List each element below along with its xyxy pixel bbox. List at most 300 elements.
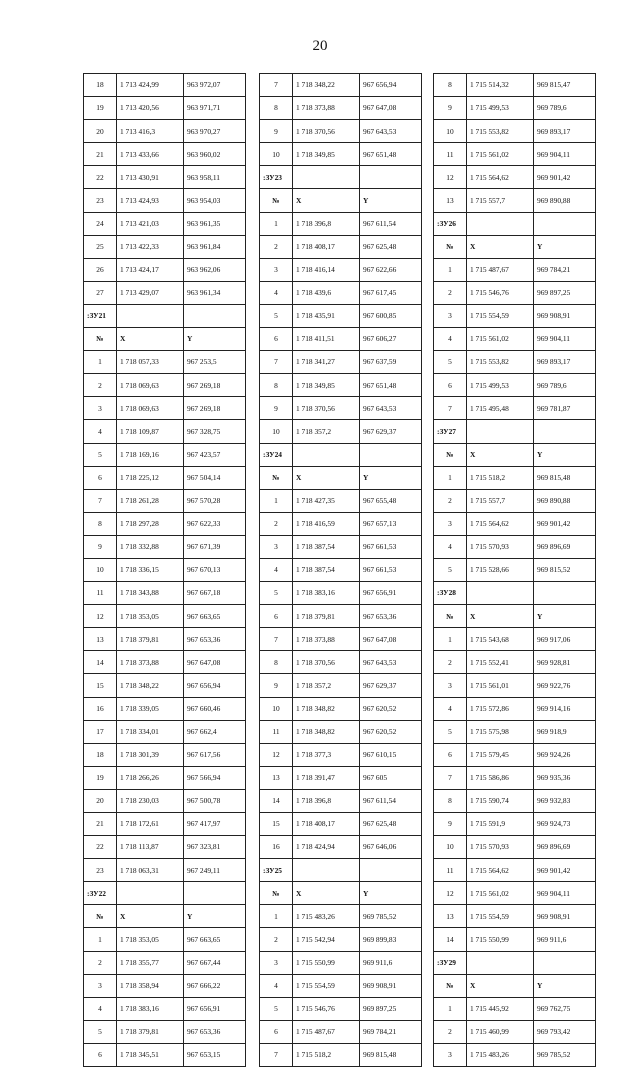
y-coordinate: 967 423,57 <box>184 443 246 466</box>
y-coordinate: 967 605 <box>360 766 422 789</box>
y-coordinate: 969 911,6 <box>534 928 596 951</box>
y-coordinate: 967 670,13 <box>184 558 246 581</box>
point-number: 24 <box>84 212 117 235</box>
point-number: 3 <box>434 1043 467 1066</box>
point-number: 5 <box>260 304 293 327</box>
x-coordinate: 1 718 230,03 <box>117 789 184 812</box>
x-coordinate: 1 718 435,91 <box>293 304 360 327</box>
table-row <box>260 97 422 120</box>
point-number: 1 <box>434 466 467 489</box>
y-coordinate: 967 629,37 <box>360 420 422 443</box>
header-row <box>434 605 596 628</box>
y-coordinate <box>360 166 422 189</box>
table-row <box>260 651 422 674</box>
point-number: 10 <box>84 558 117 581</box>
table-row <box>260 351 422 374</box>
x-coordinate: 1 715 554,59 <box>467 905 534 928</box>
y-coordinate <box>534 951 596 974</box>
point-number: 2 <box>434 281 467 304</box>
point-number: 4 <box>434 535 467 558</box>
number-header: № <box>84 328 117 351</box>
point-number: 18 <box>84 743 117 766</box>
point-number: 9 <box>84 535 117 558</box>
table-row <box>434 397 596 420</box>
point-number: 14 <box>434 928 467 951</box>
point-number: 12 <box>434 166 467 189</box>
y-coordinate: 967 500,78 <box>184 789 246 812</box>
table-row <box>84 951 246 974</box>
point-number: 11 <box>260 720 293 743</box>
table-row <box>84 1043 246 1066</box>
x-coordinate: 1 718 301,39 <box>117 743 184 766</box>
y-coordinate <box>360 859 422 882</box>
point-number: 8 <box>84 512 117 535</box>
x-coordinate: 1 715 553,82 <box>467 351 534 374</box>
y-coordinate: 969 784,21 <box>360 1020 422 1043</box>
table-row <box>84 558 246 581</box>
x-coordinate: 1 715 564,62 <box>467 859 534 882</box>
point-number: 20 <box>84 789 117 812</box>
section-title: :ЗУ28 <box>434 582 467 605</box>
point-number: 1 <box>84 351 117 374</box>
point-number: 3 <box>434 304 467 327</box>
y-coordinate: 967 656,94 <box>184 674 246 697</box>
number-header: № <box>260 466 293 489</box>
y-coordinate: 967 611,54 <box>360 789 422 812</box>
table-row <box>260 535 422 558</box>
table-row <box>260 789 422 812</box>
y-coordinate: 967 651,48 <box>360 143 422 166</box>
point-number: 9 <box>260 674 293 697</box>
x-coordinate: 1 718 069,63 <box>117 397 184 420</box>
point-number: 6 <box>260 328 293 351</box>
table-row <box>260 628 422 651</box>
table-row <box>434 489 596 512</box>
table-row <box>260 328 422 351</box>
y-coordinate: 969 784,21 <box>534 258 596 281</box>
point-number: 18 <box>84 74 117 97</box>
y-coordinate: 969 896,69 <box>534 535 596 558</box>
x-coordinate: 1 718 345,51 <box>117 1043 184 1066</box>
point-number: 14 <box>84 651 117 674</box>
table-row <box>84 720 246 743</box>
table-row <box>84 189 246 212</box>
x-coordinate: 1 718 373,88 <box>117 651 184 674</box>
x-coordinate: 1 715 564,62 <box>467 166 534 189</box>
x-coordinate: 1 718 379,81 <box>117 628 184 651</box>
x-coordinate: 1 713 430,91 <box>117 166 184 189</box>
point-number: 1 <box>84 928 117 951</box>
y-coordinate: 967 655,48 <box>360 489 422 512</box>
point-number: 7 <box>84 489 117 512</box>
table-row <box>84 120 246 143</box>
y-coordinate <box>534 212 596 235</box>
y-coordinate: 967 637,59 <box>360 351 422 374</box>
y-coordinate: 967 660,46 <box>184 697 246 720</box>
x-coordinate: 1 718 387,54 <box>293 558 360 581</box>
x-coordinate: 1 718 377,3 <box>293 743 360 766</box>
header-row <box>260 466 422 489</box>
y-coordinate: 963 961,84 <box>184 235 246 258</box>
point-number: 4 <box>84 420 117 443</box>
point-number: 13 <box>434 189 467 212</box>
x-header: X <box>467 443 534 466</box>
point-number: 20 <box>84 120 117 143</box>
point-number: 2 <box>84 951 117 974</box>
table-row <box>434 789 596 812</box>
y-coordinate: 967 662,4 <box>184 720 246 743</box>
point-number: 10 <box>260 420 293 443</box>
y-coordinate: 969 904,11 <box>534 143 596 166</box>
x-coordinate: 1 718 379,81 <box>293 605 360 628</box>
point-number: 2 <box>260 512 293 535</box>
point-number: 10 <box>434 120 467 143</box>
table-row <box>434 1020 596 1043</box>
x-coordinate: 1 715 561,01 <box>467 674 534 697</box>
point-number: 11 <box>434 859 467 882</box>
x-coordinate: 1 713 416,3 <box>117 120 184 143</box>
point-number: 9 <box>434 813 467 836</box>
y-coordinate: 969 908,91 <box>534 905 596 928</box>
x-coordinate: 1 718 383,16 <box>117 997 184 1020</box>
y-coordinate: 969 899,83 <box>360 928 422 951</box>
y-coordinate: 967 651,48 <box>360 374 422 397</box>
table-row <box>434 628 596 651</box>
y-coordinate: 969 901,42 <box>534 859 596 882</box>
number-header: № <box>434 605 467 628</box>
table-row <box>434 882 596 905</box>
table-row <box>84 674 246 697</box>
section-title: :ЗУ21 <box>84 304 117 327</box>
table-row <box>260 951 422 974</box>
point-number: 27 <box>84 281 117 304</box>
point-number: 25 <box>84 235 117 258</box>
x-coordinate: 1 715 528,66 <box>467 558 534 581</box>
x-coordinate <box>467 582 534 605</box>
point-number: 23 <box>84 189 117 212</box>
table-row <box>434 720 596 743</box>
y-header: Y <box>534 235 596 258</box>
y-coordinate: 967 606,27 <box>360 328 422 351</box>
x-coordinate: 1 718 396,8 <box>293 212 360 235</box>
y-coordinate: 963 962,06 <box>184 258 246 281</box>
x-coordinate: 1 718 348,22 <box>117 674 184 697</box>
y-coordinate: 969 922,76 <box>534 674 596 697</box>
point-number: 9 <box>260 120 293 143</box>
y-coordinate: 967 622,33 <box>184 512 246 535</box>
table-row <box>84 258 246 281</box>
x-coordinate: 1 715 570,93 <box>467 535 534 558</box>
y-coordinate: 969 893,17 <box>534 120 596 143</box>
table-row <box>260 766 422 789</box>
x-coordinate: 1 718 353,05 <box>117 605 184 628</box>
y-header: Y <box>534 605 596 628</box>
y-coordinate <box>184 304 246 327</box>
table-row <box>434 836 596 859</box>
table-row <box>434 766 596 789</box>
header-row <box>434 974 596 997</box>
point-number: 4 <box>260 281 293 304</box>
point-number: 22 <box>84 836 117 859</box>
y-coordinate: 967 504,14 <box>184 466 246 489</box>
x-coordinate: 1 713 424,93 <box>117 189 184 212</box>
table-row <box>260 258 422 281</box>
table-row <box>260 997 422 1020</box>
x-coordinate: 1 718 408,17 <box>293 235 360 258</box>
point-number: 3 <box>260 951 293 974</box>
y-coordinate: 969 789,6 <box>534 97 596 120</box>
table-row <box>84 143 246 166</box>
section-title: :ЗУ25 <box>260 859 293 882</box>
table-row <box>84 235 246 258</box>
y-coordinate: 963 972,07 <box>184 74 246 97</box>
y-coordinate: 969 911,6 <box>360 951 422 974</box>
table-row <box>434 928 596 951</box>
x-coordinate: 1 718 373,88 <box>293 628 360 651</box>
x-coordinate <box>293 166 360 189</box>
table-row <box>84 789 246 812</box>
point-number: 22 <box>84 166 117 189</box>
point-number: 4 <box>260 558 293 581</box>
point-number: 4 <box>434 328 467 351</box>
y-header: Y <box>534 974 596 997</box>
point-number: 19 <box>84 766 117 789</box>
table-row <box>434 535 596 558</box>
x-coordinate: 1 718 424,94 <box>293 836 360 859</box>
y-coordinate: 969 901,42 <box>534 512 596 535</box>
section-title: :ЗУ23 <box>260 166 293 189</box>
x-coordinate: 1 715 499,53 <box>467 374 534 397</box>
y-coordinate: 963 961,34 <box>184 281 246 304</box>
x-coordinate: 1 718 370,56 <box>293 120 360 143</box>
y-coordinate: 969 924,73 <box>534 813 596 836</box>
table-row <box>434 674 596 697</box>
y-coordinate: 969 793,42 <box>534 1020 596 1043</box>
point-number: 3 <box>434 512 467 535</box>
x-coordinate: 1 715 518,2 <box>293 1043 360 1066</box>
table-row <box>84 466 246 489</box>
x-coordinate: 1 713 424,99 <box>117 74 184 97</box>
x-coordinate: 1 715 579,45 <box>467 743 534 766</box>
point-number: 3 <box>260 535 293 558</box>
table-row <box>84 582 246 605</box>
table-row <box>84 766 246 789</box>
y-coordinate: 969 917,06 <box>534 628 596 651</box>
table-row <box>434 997 596 1020</box>
point-number: 6 <box>434 743 467 766</box>
x-coordinate: 1 718 057,33 <box>117 351 184 374</box>
point-number: 10 <box>260 143 293 166</box>
x-coordinate: 1 718 063,31 <box>117 859 184 882</box>
table-row <box>434 859 596 882</box>
y-coordinate: 967 663,65 <box>184 928 246 951</box>
x-coordinate: 1 713 433,66 <box>117 143 184 166</box>
x-coordinate: 1 715 554,59 <box>467 304 534 327</box>
x-coordinate: 1 715 575,98 <box>467 720 534 743</box>
x-coordinate: 1 715 546,76 <box>467 281 534 304</box>
table-row <box>434 120 596 143</box>
x-coordinate: 1 715 550,99 <box>467 928 534 951</box>
x-header: X <box>467 235 534 258</box>
y-coordinate: 967 328,75 <box>184 420 246 443</box>
section-row <box>84 882 246 905</box>
x-coordinate <box>117 882 184 905</box>
point-number: 12 <box>84 605 117 628</box>
point-number: 5 <box>84 443 117 466</box>
x-coordinate: 1 715 445,92 <box>467 997 534 1020</box>
y-coordinate: 967 667,44 <box>184 951 246 974</box>
point-number: 7 <box>260 74 293 97</box>
x-coordinate: 1 715 561,02 <box>467 143 534 166</box>
header-row <box>84 905 246 928</box>
table-row <box>260 489 422 512</box>
x-coordinate: 1 715 561,02 <box>467 328 534 351</box>
x-coordinate: 1 718 334,01 <box>117 720 184 743</box>
table-row <box>260 420 422 443</box>
section-row <box>434 951 596 974</box>
x-coordinate: 1 718 373,88 <box>293 97 360 120</box>
y-coordinate: 967 269,18 <box>184 374 246 397</box>
y-coordinate: 967 653,36 <box>184 628 246 651</box>
x-coordinate: 1 718 416,59 <box>293 512 360 535</box>
x-coordinate: 1 718 357,2 <box>293 420 360 443</box>
number-header: № <box>260 882 293 905</box>
table-row <box>84 974 246 997</box>
point-number: 2 <box>84 374 117 397</box>
point-number: 1 <box>434 628 467 651</box>
point-number: 2 <box>434 651 467 674</box>
table-row <box>434 258 596 281</box>
point-number: 1 <box>260 489 293 512</box>
x-coordinate: 1 718 357,2 <box>293 674 360 697</box>
table-row <box>84 351 246 374</box>
x-coordinate <box>117 304 184 327</box>
y-coordinate: 963 960,02 <box>184 143 246 166</box>
y-coordinate: 967 249,11 <box>184 859 246 882</box>
point-number: 8 <box>434 74 467 97</box>
x-coordinate: 1 713 420,56 <box>117 97 184 120</box>
x-coordinate: 1 718 336,15 <box>117 558 184 581</box>
point-number: 7 <box>434 766 467 789</box>
x-coordinate: 1 715 550,99 <box>293 951 360 974</box>
y-coordinate: 969 928,81 <box>534 651 596 674</box>
point-number: 19 <box>84 97 117 120</box>
x-coordinate: 1 718 379,81 <box>117 1020 184 1043</box>
table-row <box>84 628 246 651</box>
table-row <box>84 928 246 951</box>
x-coordinate: 1 718 261,28 <box>117 489 184 512</box>
point-number: 9 <box>260 397 293 420</box>
y-coordinate <box>534 582 596 605</box>
y-coordinate: 969 789,6 <box>534 374 596 397</box>
x-coordinate: 1 715 572,86 <box>467 697 534 720</box>
y-coordinate: 967 663,65 <box>184 605 246 628</box>
point-number: 14 <box>260 789 293 812</box>
y-coordinate: 963 961,35 <box>184 212 246 235</box>
table-row <box>260 143 422 166</box>
point-number: 2 <box>434 489 467 512</box>
point-number: 23 <box>84 859 117 882</box>
table-row <box>84 420 246 443</box>
y-coordinate: 969 914,16 <box>534 697 596 720</box>
point-number: 1 <box>434 997 467 1020</box>
number-header: № <box>84 905 117 928</box>
table-row <box>260 605 422 628</box>
y-coordinate: 967 653,36 <box>184 1020 246 1043</box>
y-coordinate: 969 781,87 <box>534 397 596 420</box>
point-number: 1 <box>260 212 293 235</box>
table-row <box>84 397 246 420</box>
coordinates-table-column-2 <box>259 73 422 1067</box>
x-header: X <box>293 882 360 905</box>
table-row <box>260 512 422 535</box>
x-coordinate: 1 715 561,02 <box>467 882 534 905</box>
y-coordinate: 969 904,11 <box>534 328 596 351</box>
table-row <box>260 697 422 720</box>
y-coordinate: 969 785,52 <box>360 905 422 928</box>
x-coordinate: 1 718 297,28 <box>117 512 184 535</box>
y-coordinate: 967 656,91 <box>184 997 246 1020</box>
table-row <box>260 120 422 143</box>
table-row <box>434 281 596 304</box>
table-row <box>260 836 422 859</box>
y-coordinate: 967 625,48 <box>360 235 422 258</box>
table-row <box>84 489 246 512</box>
x-header: X <box>293 466 360 489</box>
table-row <box>84 535 246 558</box>
x-coordinate: 1 715 495,48 <box>467 397 534 420</box>
point-number: 11 <box>434 143 467 166</box>
y-coordinate: 967 643,53 <box>360 397 422 420</box>
y-coordinate: 967 611,54 <box>360 212 422 235</box>
x-coordinate: 1 715 487,67 <box>467 258 534 281</box>
x-header: X <box>293 189 360 212</box>
y-header: Y <box>534 443 596 466</box>
y-coordinate: 967 656,94 <box>360 74 422 97</box>
point-number: 6 <box>84 1043 117 1066</box>
x-coordinate: 1 718 416,14 <box>293 258 360 281</box>
y-coordinate: 967 620,52 <box>360 697 422 720</box>
table-row <box>84 97 246 120</box>
y-coordinate: 967 600,85 <box>360 304 422 327</box>
x-coordinate: 1 718 358,94 <box>117 974 184 997</box>
page-number: 20 <box>312 38 328 54</box>
x-coordinate: 1 715 552,41 <box>467 651 534 674</box>
header-row <box>260 189 422 212</box>
y-coordinate: 969 904,11 <box>534 882 596 905</box>
point-number: 5 <box>260 582 293 605</box>
point-number: 8 <box>434 789 467 812</box>
point-number: 7 <box>434 397 467 420</box>
point-number: 7 <box>260 1043 293 1066</box>
section-title: :ЗУ26 <box>434 212 467 235</box>
number-header: № <box>434 443 467 466</box>
table-row <box>84 443 246 466</box>
point-number: 10 <box>434 836 467 859</box>
x-coordinate: 1 715 460,99 <box>467 1020 534 1043</box>
point-number: 21 <box>84 143 117 166</box>
header-row <box>434 235 596 258</box>
table-row <box>434 351 596 374</box>
y-coordinate: 969 897,25 <box>360 997 422 1020</box>
x-coordinate: 1 718 439,6 <box>293 281 360 304</box>
section-title: :ЗУ22 <box>84 882 117 905</box>
point-number: 12 <box>434 882 467 905</box>
x-coordinate <box>293 859 360 882</box>
x-coordinate: 1 715 586,86 <box>467 766 534 789</box>
point-number: 12 <box>260 743 293 766</box>
x-coordinate: 1 718 411,51 <box>293 328 360 351</box>
